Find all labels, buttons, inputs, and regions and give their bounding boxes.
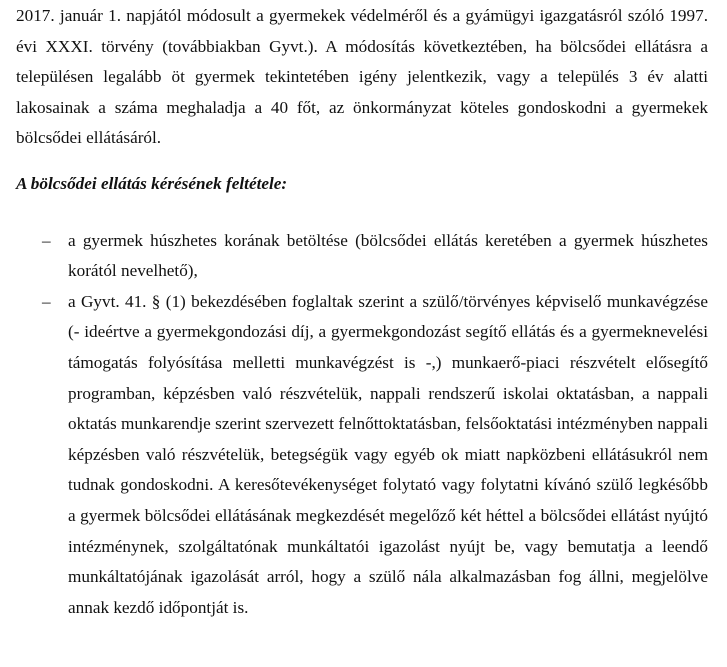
list-item-text: a gyermek húszhetes korának betöltése (bölcsődei ellátás keretében a gyermek húszhetes korától nevelhető), bbox=[68, 230, 708, 281]
intro-paragraph: 2017. január 1. napjától módosult a gyermekek védelméről és a gyámügyi igazgatásról szóló 1997. évi XXXI. törvény (továbbiakban Gyvt.). A módosítás következtében, ha bölcsődei ellátásra a településen legalább öt gyermek tekintetében igény jelentkezik, vagy a település 3 év alatti lakosainak a száma meghaladja a 40 főt, az önkormányzat köteles gondoskodni a gyermekek bölcsődei ellátásáról. bbox=[16, 6, 708, 148]
document-page bbox=[16, 0, 708, 623]
section-heading: A bölcsődei ellátás kérésének feltétele: bbox=[16, 173, 288, 193]
list-item bbox=[16, 226, 708, 287]
dash-bullet: – bbox=[42, 291, 51, 311]
list-item-text: a Gyvt. 41. § (1) bekezdésében foglaltak szerint a szülő/törvényes képviselő munkavégzése (- ideértve a gyermekgondozási díj, a gyermekgondozást segítő ellátás és a gyermeknevelési támogatás folyósítása melletti munkavégzést is -,) munkaerő-piaci részvételt elősegítő programban, képzésben való részvételük, nappali rendszerű iskolai oktatásban, a nappali oktatás munkarendje szerint szervezett felnőttoktatásban, felsőoktatási intézményben nappali képzésben való részvételük, betegségük vagy egyéb ok miatt napközbeni ellátásukról nem tudnak gondoskodni. A keresőtevékenységet folytató vagy folytatni kívánó szülő legkésőbb a gyermek bölcsődei ellátásának megkezdését megelőző két héttel a bölcsődei ellátást nyújtó intézménynek, szolgáltatónak munkáltatói igazolást nyújt be, vagy bemutatja a leendő munkáltatójának igazolását arról, hogy a szülő nála alkalmazásban fog állni, megjelölve annak kezdő időpontját is. bbox=[68, 291, 708, 617]
list-item bbox=[16, 287, 708, 624]
dash-bullet: – bbox=[42, 230, 51, 250]
conditions-list bbox=[16, 226, 708, 624]
